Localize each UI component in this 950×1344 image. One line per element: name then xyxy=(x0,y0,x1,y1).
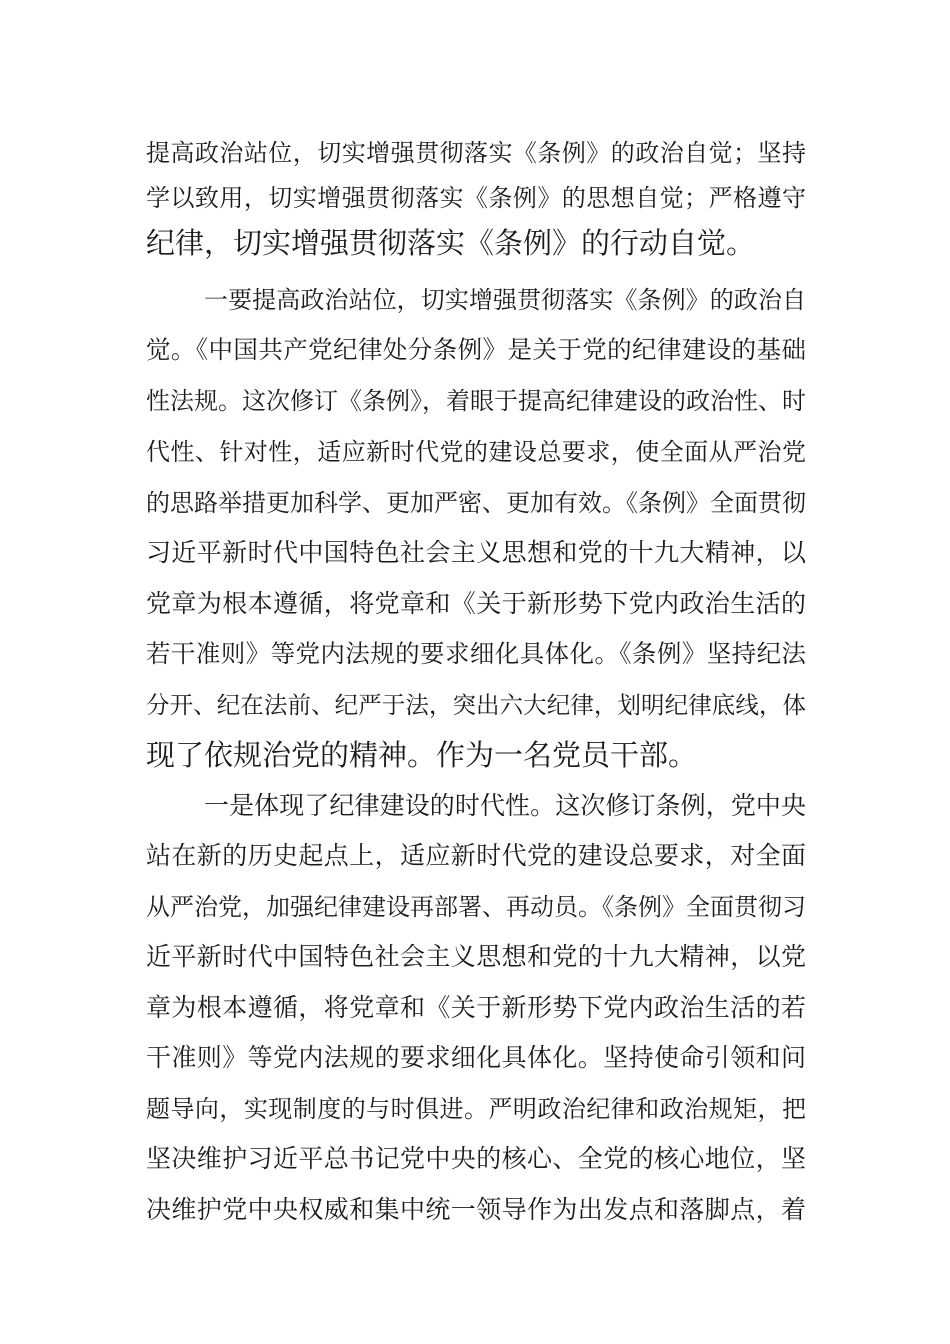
text-line: 近平新时代中国特色社会主义思想和党的十九大精神，以党 xyxy=(146,942,806,971)
text-line: 习近平新时代中国特色社会主义思想和党的十九大精神，以 xyxy=(146,538,806,567)
text-line: 纪律，切实增强贯彻落实《条例》的行动自觉。 xyxy=(146,226,756,260)
text-line: 从严治党，加强纪律建设再部署、再动员。《条例》全面贯彻习 xyxy=(146,893,806,921)
text-line: 觉。《中国共产党纪律处分条例》是关于党的纪律建设的基础 xyxy=(146,335,806,364)
text-line: 提高政治站位，切实增强贯彻落实《条例》的政治自觉；坚持 xyxy=(146,139,806,167)
text-line: 若干准则》等党内法规的要求细化具体化。《条例》坚持纪法 xyxy=(146,639,806,668)
paragraph-first-line: 一是体现了纪律建设的时代性。这次修订条例，党中央 xyxy=(204,791,806,820)
text-line: 现了依规治党的精神。作为一名党员干部。 xyxy=(146,738,698,772)
text-line: 干准则》等党内法规的要求细化具体化。坚持使命引领和问 xyxy=(146,1043,806,1072)
text-line: 代性、针对性，适应新时代党的建设总要求，使全面从严治党 xyxy=(146,438,806,466)
text-line: 性法规。这次修订《条例》，着眼于提高纪律建设的政治性、时 xyxy=(146,387,806,415)
text-line: 坚决维护习近平总书记党中央的核心、全党的核心地位，坚 xyxy=(146,1144,806,1173)
text-line: 站在新的历史起点上，适应新时代党的建设总要求，对全面 xyxy=(146,841,806,870)
text-line: 决维护党中央权威和集中统一领导作为出发点和落脚点，着 xyxy=(146,1195,806,1224)
text-line: 党章为根本遵循，将党章和《关于新形势下党内政治生活的 xyxy=(146,589,806,618)
text-line: 题导向，实现制度的与时俱进。严明政治纪律和政治规矩，把 xyxy=(146,1095,806,1123)
text-line: 学以致用，切实增强贯彻落实《条例》的思想自觉；严格遵守 xyxy=(146,184,806,212)
text-line: 章为根本遵循，将党章和《关于新形势下党内政治生活的若 xyxy=(146,993,806,1022)
paragraph-first-line: 一要提高政治站位，切实增强贯彻落实《条例》的政治自 xyxy=(204,286,806,314)
text-line: 分开、纪在法前、纪严于法，突出六大纪律，划明纪律底线，体 xyxy=(146,691,806,719)
text-line: 的思路举措更加科学、更加严密、更加有效。《条例》全面贯彻 xyxy=(146,489,806,517)
